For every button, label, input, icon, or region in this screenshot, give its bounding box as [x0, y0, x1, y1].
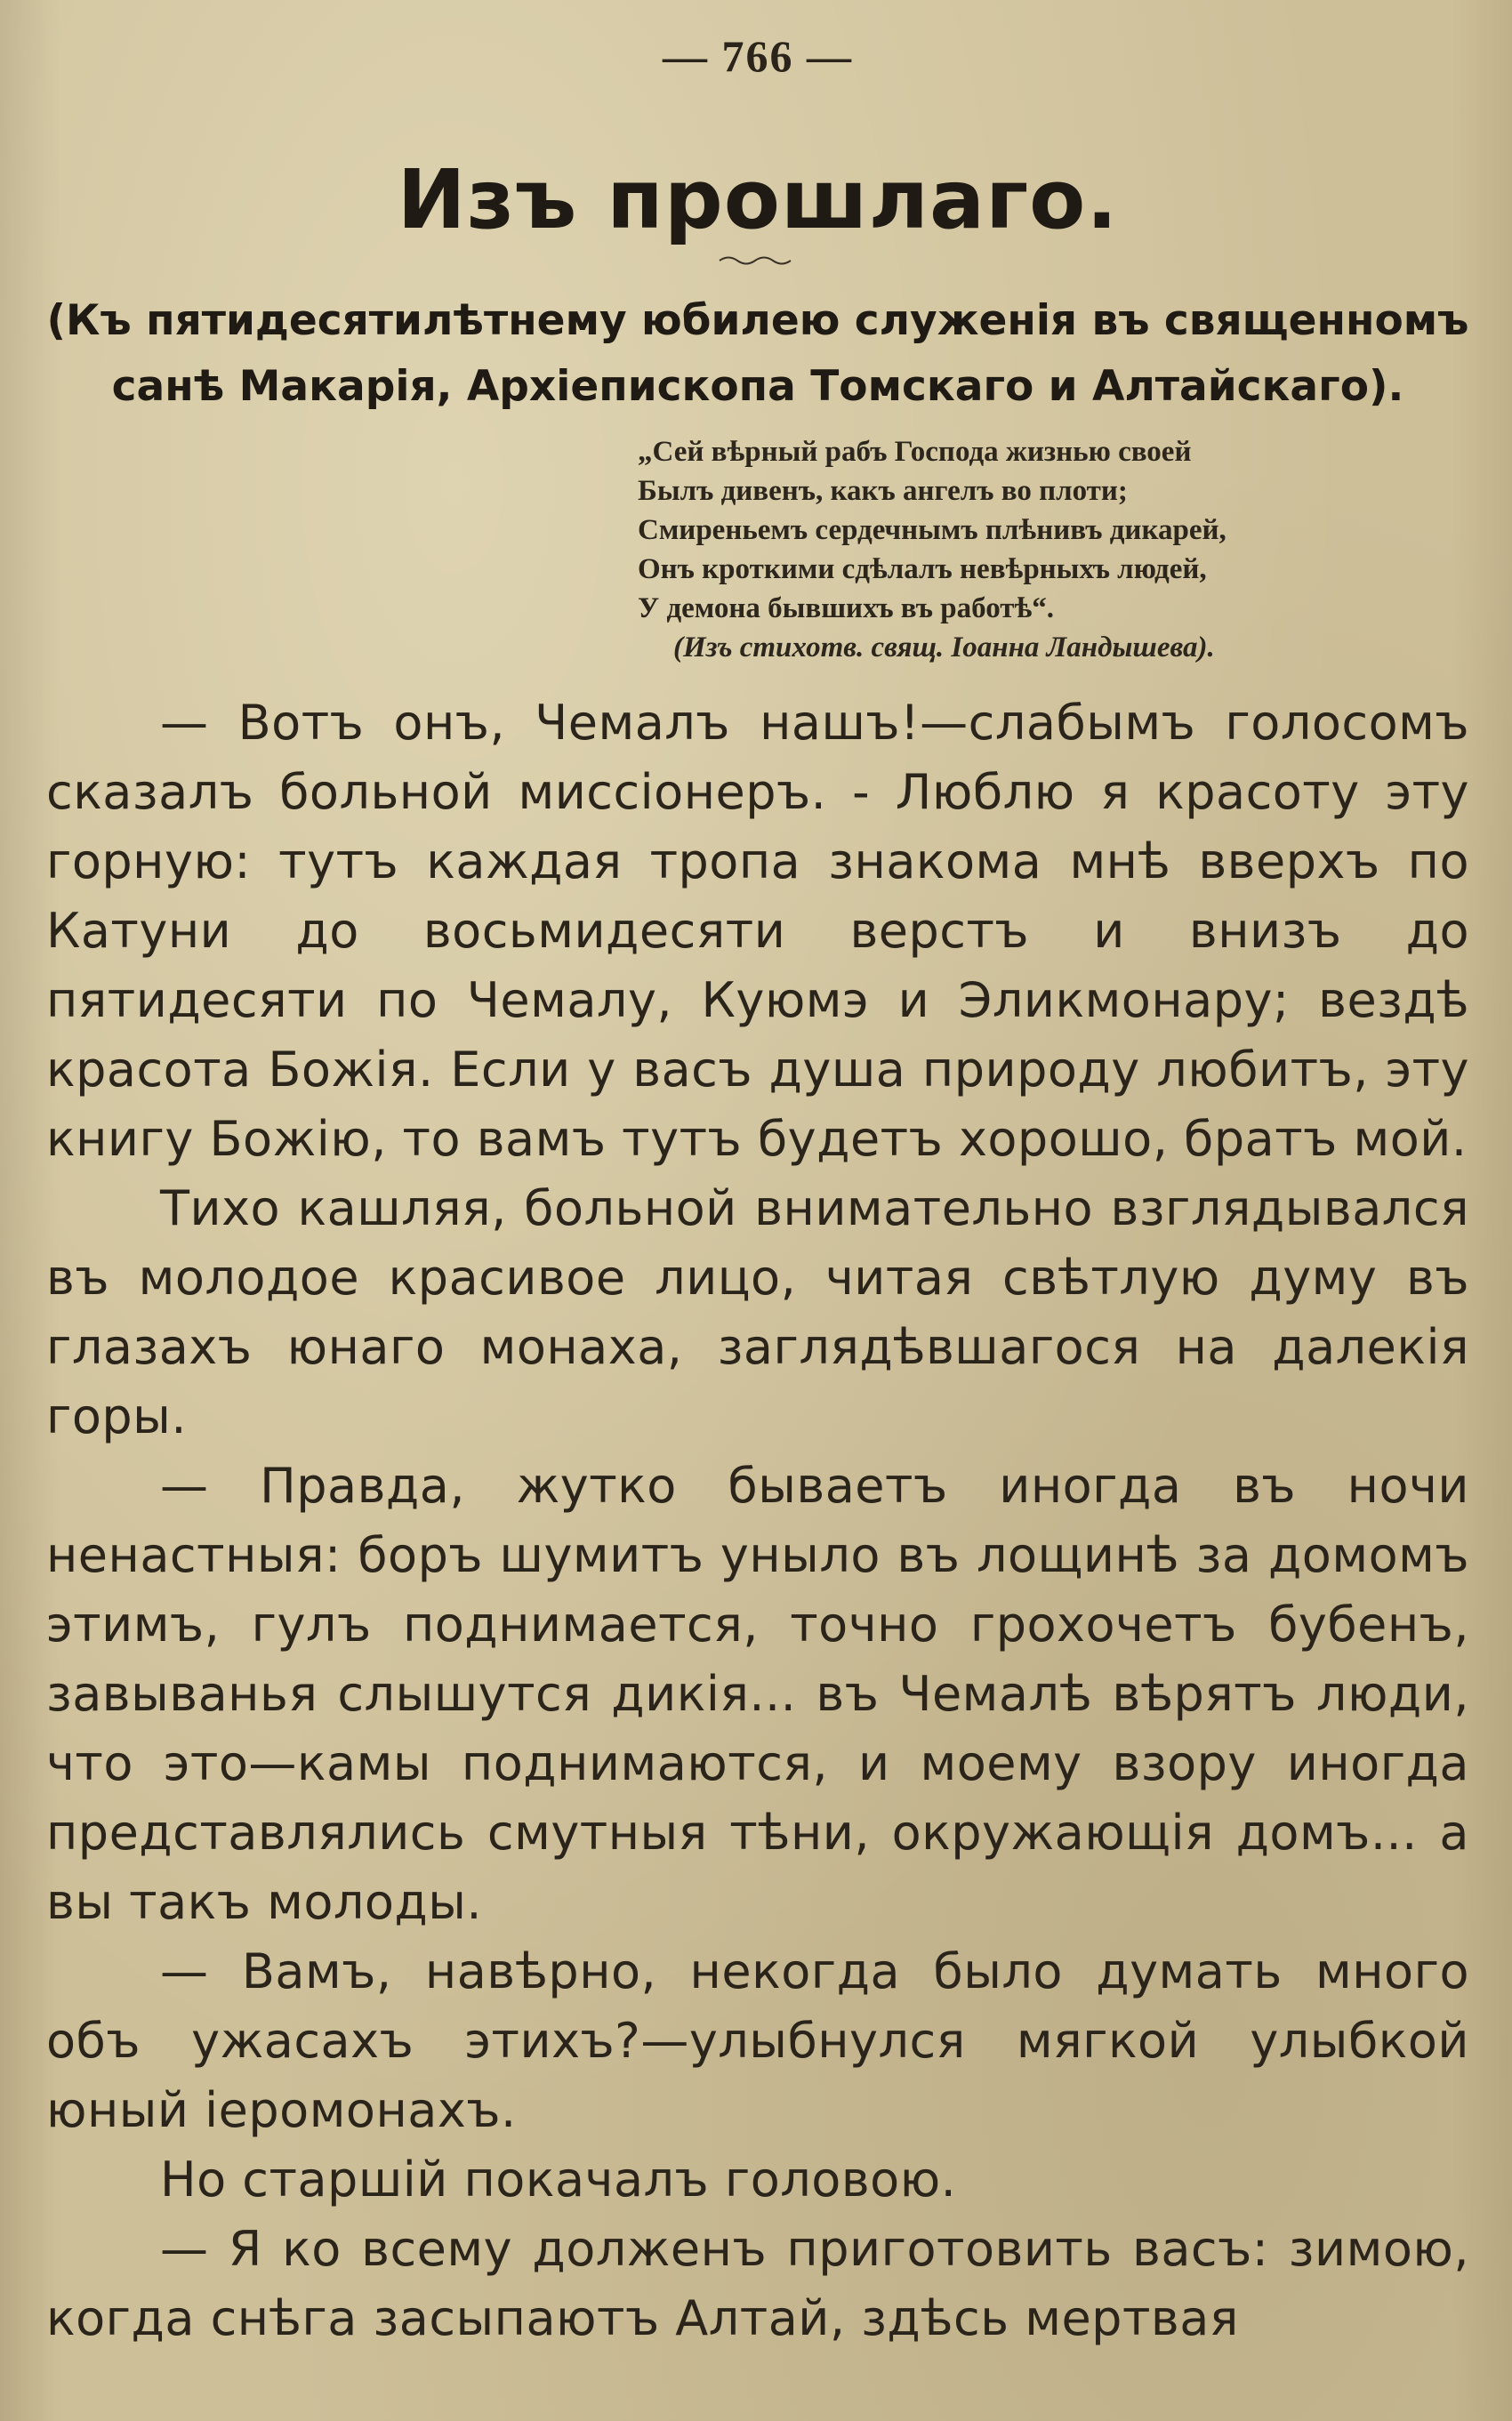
paragraph: Тихо кашляя, больной внимательно взглядывался въ молодое красивое лицо, читая свѣтлую думу въ глазахъ юнаго монаха, заглядѣвшагося на далекія горы. — [46, 1180, 1469, 1444]
ornament-flourish-icon — [718, 253, 798, 269]
article-title: Изъ прошлаго. — [397, 152, 1119, 247]
paragraph: — Я ко всему долженъ приготовить васъ: зимою, когда снѣга засыпаютъ Алтай, здѣсь мертвая — [46, 2221, 1469, 2346]
epigraph — [638, 432, 1469, 667]
epigraph-line: Онъ кроткими сдѣлалъ невѣрныхъ людей, — [638, 553, 1207, 585]
epigraph-line: Былъ дивенъ, какъ ангелъ во плоти; — [638, 475, 1128, 507]
paragraph: — Правда, жутко бываетъ иногда въ ночи ненастныя: боръ шумитъ уныло въ лощинѣ за домомъ этимъ, гулъ поднимается, точно грохочетъ бубенъ, завыванья слышутся дикія... въ Чемалѣ вѣрятъ люди, что это—камы поднимаются, и моему взору иногда представлялись смутныя тѣни, окружающія домъ... а вы такъ молоды. — [46, 1458, 1469, 1930]
epigraph-line: Смиреньемъ сердечнымъ плѣнивъ дикарей, — [638, 514, 1226, 546]
epigraph-line: „Сей вѣрный рабъ Господа жизнью своей — [638, 436, 1192, 468]
book-page — [46, 18, 1469, 2410]
title-ornament — [46, 253, 1469, 279]
article-body — [46, 688, 1469, 2353]
paragraph: — Вамъ, навѣрно, некогда было думать много объ ужасахъ этихъ?—улыбнулся мягкой улыбкой юный іеромонахъ. — [46, 1943, 1469, 2138]
page-number: — 766 — — [663, 31, 853, 81]
article-subtitle: (Къ пятидесятилѣтнему юбилею служенія въ священномъ санѣ Макарія, Архіепископа Томскаго и Алтайскаго). — [46, 296, 1469, 411]
paragraph: — Вотъ онъ, Чемалъ нашъ!—слабымъ голосомъ сказалъ больной миссіонеръ. - Люблю я красоту эту горную: тутъ каждая тропа знакома мнѣ вверхъ по Катуни до восьмидесяти верстъ и внизъ до пятидесяти по Чемалу, Куюмэ и Эликмонару; вездѣ красота Божія. Если у васъ душа природу любитъ, эту книгу Божію, то вамъ тутъ будетъ хорошо, братъ мой. — [46, 695, 1469, 1167]
epigraph-line: У демона бывшихъ въ работѣ“. — [638, 592, 1055, 624]
epigraph-source: (Изъ стихотв. свящ. Іоанна Ландышева). — [673, 631, 1215, 664]
paragraph: Но старшій покачалъ головою. — [160, 2152, 957, 2208]
